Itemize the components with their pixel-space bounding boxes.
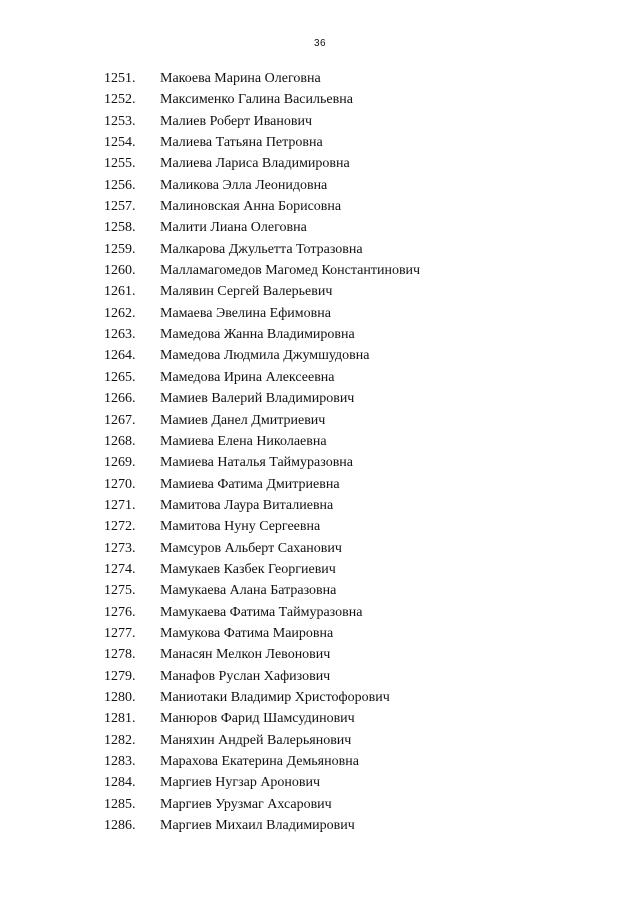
entry-name: Мамукаева Алана Батразовна xyxy=(160,583,337,599)
entry-name: Маликова Элла Леонидовна xyxy=(160,177,328,193)
entry-name: Малиновская Анна Борисовна xyxy=(160,199,342,215)
entry-name: Маргиев Михаил Владимирович xyxy=(160,818,355,834)
entry-number: 1257. xyxy=(104,199,136,215)
entry-number: 1251. xyxy=(104,71,136,86)
entry-number: 1254. xyxy=(104,135,136,151)
entry-name: Мамитова Нуну Сергеевна xyxy=(160,519,321,535)
entry-name: Маниотаки Владимир Христофорович xyxy=(160,689,390,705)
entry-name: Мамукова Фатима Маировна xyxy=(160,625,334,641)
entry-number: 1281. xyxy=(104,711,136,727)
entry-name: Мамсуров Альберт Саханович xyxy=(160,540,342,556)
entry-number: 1277. xyxy=(104,625,136,641)
entry-number: 1278. xyxy=(104,647,136,663)
entry-name: Малиев Роберт Иванович xyxy=(160,113,312,129)
entry-number: 1280. xyxy=(104,689,136,705)
entry-name: Маргиев Нугзар Аронович xyxy=(160,775,321,791)
entry-number: 1267. xyxy=(104,412,136,428)
entry-number: 1285. xyxy=(104,796,136,812)
entry-name: Мамаева Эвелина Ефимовна xyxy=(160,305,331,321)
entry-name: Малиева Лариса Владимировна xyxy=(160,156,350,172)
entry-number: 1273. xyxy=(104,540,136,556)
entry-name: Макоева Марина Олеговна xyxy=(160,71,321,86)
entry-name: Мамиева Наталья Таймуразовна xyxy=(160,455,354,471)
entry-name: Максименко Галина Васильевна xyxy=(160,92,353,108)
entry-number: 1283. xyxy=(104,754,136,769)
entry-number: 1282. xyxy=(104,732,136,748)
entry-name: Мамиев Данел Дмитриевич xyxy=(160,412,326,428)
entry-number: 1252. xyxy=(104,92,136,108)
entry-number: 1279. xyxy=(104,668,136,684)
entry-name: Мамиева Елена Николаевна xyxy=(160,433,327,449)
entry-number: 1260. xyxy=(104,263,136,279)
entry-number: 1286. xyxy=(104,818,136,834)
entry-number: 1284. xyxy=(104,775,136,791)
entry-number: 1272. xyxy=(104,519,136,535)
entry-number: 1276. xyxy=(104,604,136,620)
entry-name: Маняхин Андрей Валерьянович xyxy=(160,732,352,748)
entry-number: 1275. xyxy=(104,583,136,599)
entry-name: Малиева Татьяна Петровна xyxy=(160,135,323,151)
entry-name: Мамедова Жанна Владимировна xyxy=(160,327,355,343)
entry-name: Мамиев Валерий Владимирович xyxy=(160,391,355,407)
entry-name: Мамедова Людмила Джумшудовна xyxy=(160,348,370,364)
entry-name: Манасян Мелкон Левонович xyxy=(160,647,331,663)
entry-name: Малявин Сергей Валерьевич xyxy=(160,284,333,300)
entry-name: Малкарова Джульетта Тотразовна xyxy=(160,241,363,257)
entry-name: Мамукаев Казбек Георгиевич xyxy=(160,561,336,577)
entry-number: 1259. xyxy=(104,241,136,257)
entry-name: Маргиев Урузмаг Ахсарович xyxy=(160,796,332,812)
entry-number: 1255. xyxy=(104,156,136,172)
entry-name: Мамукаева Фатима Таймуразовна xyxy=(160,604,363,620)
entry-number: 1266. xyxy=(104,391,136,407)
entry-number: 1264. xyxy=(104,348,136,364)
entry-number: 1268. xyxy=(104,433,136,449)
entry-name: Манюров Фарид Шамсудинович xyxy=(160,711,355,727)
entry-number: 1263. xyxy=(104,327,136,343)
entry-number: 1258. xyxy=(104,220,136,236)
entry-number: 1262. xyxy=(104,305,136,321)
entry-number: 1261. xyxy=(104,284,136,300)
entry-number: 1269. xyxy=(104,455,136,471)
page-number: 36 xyxy=(313,38,327,49)
entry-name: Марахова Екатерина Демьяновна xyxy=(160,754,359,769)
entry-name: Малити Лиана Олеговна xyxy=(160,220,307,236)
entry-name: Мамитова Лаура Виталиевна xyxy=(160,497,334,513)
entry-number: 1271. xyxy=(104,497,136,513)
entry-number: 1256. xyxy=(104,177,136,193)
entry-number: 1265. xyxy=(104,369,136,385)
entry-name: Мамедова Ирина Алексеевна xyxy=(160,369,335,385)
entry-name: Манафов Руслан Хафизович xyxy=(160,668,331,684)
entry-name: Малламагомедов Магомед Константинович xyxy=(160,263,421,279)
entry-number: 1253. xyxy=(104,113,136,129)
entry-name: Мамиева Фатима Дмитриевна xyxy=(160,476,340,492)
entry-number: 1274. xyxy=(104,561,136,577)
entry-number: 1270. xyxy=(104,476,136,492)
